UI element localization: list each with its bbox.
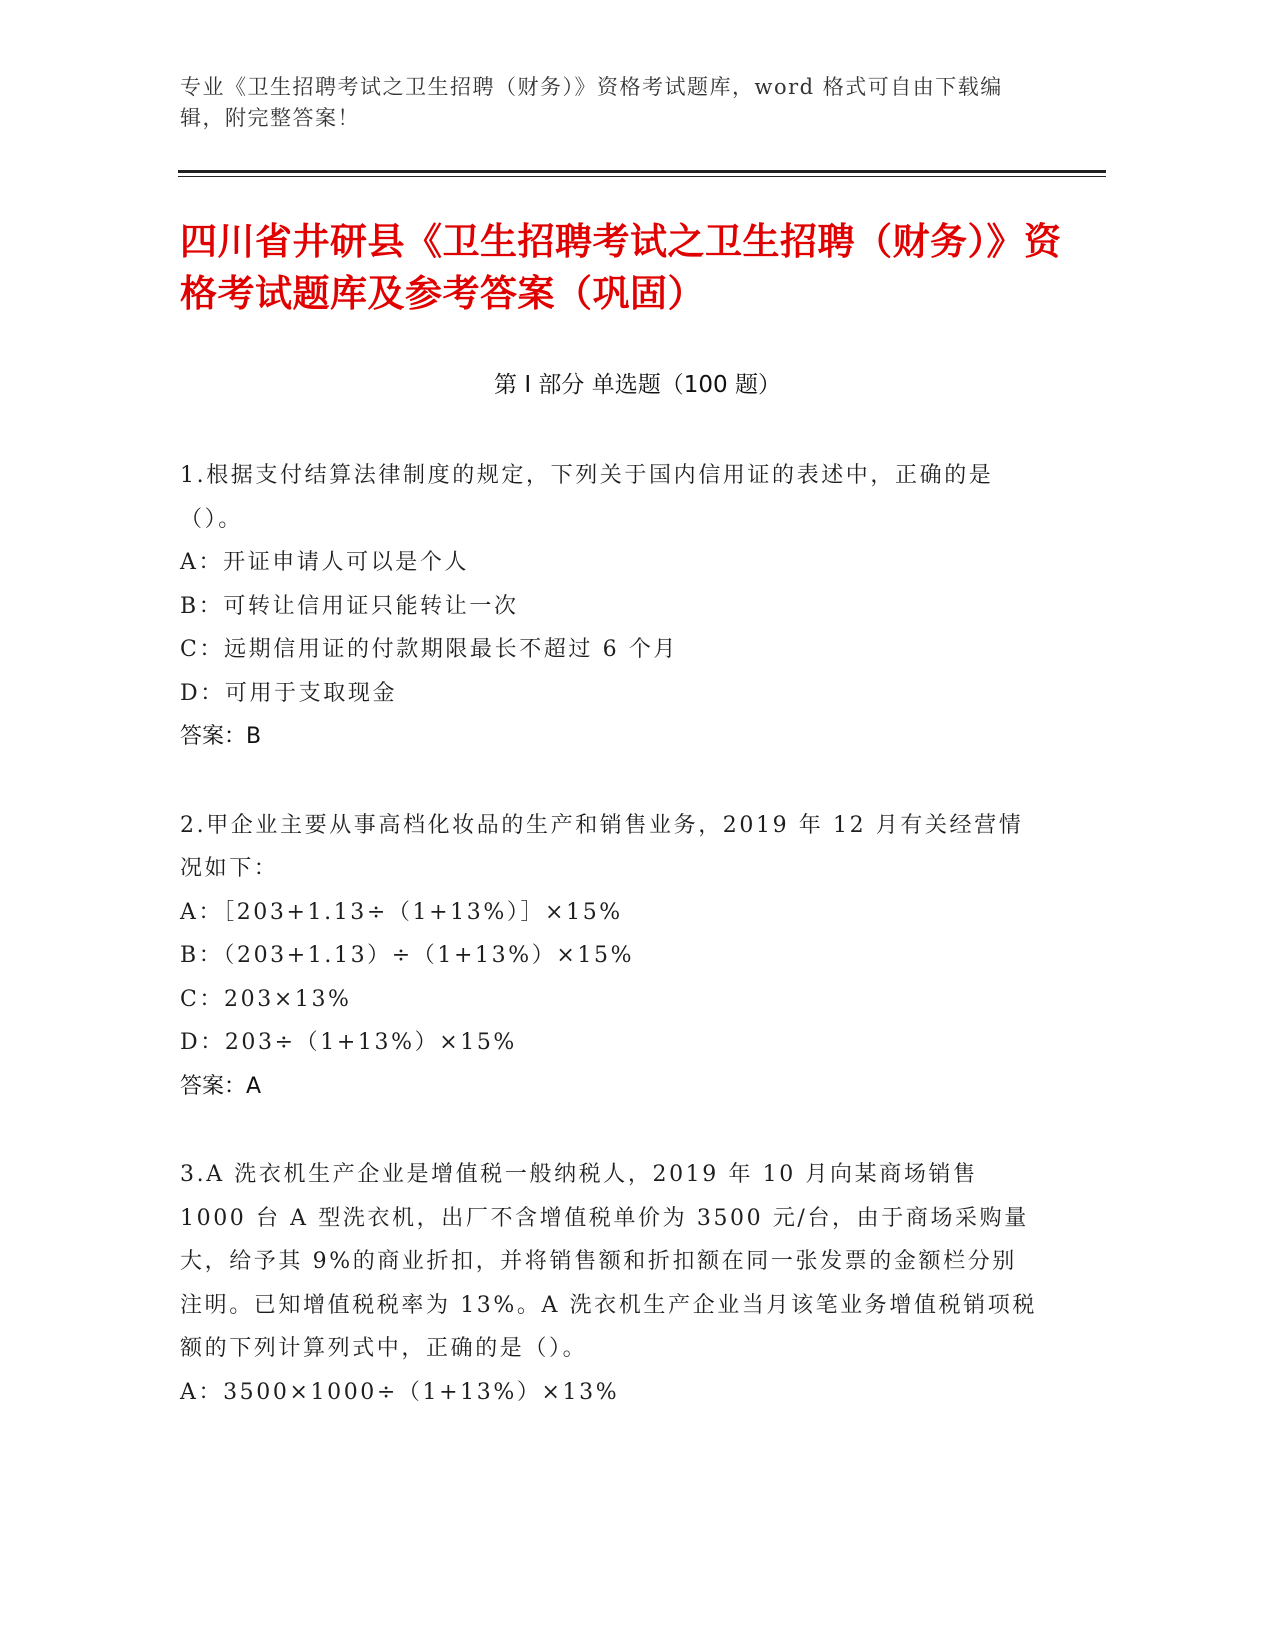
option-b: B：（203+1.13）÷（1+13%）×15%: [180, 943, 635, 968]
option-a: A：3500×1000÷（1+13%）×13%: [180, 1379, 620, 1405]
header-note: 专业《卫生招聘考试之卫生招聘（财务）》资格考试题库，word 格式可自由下载编辑，附完整答案！: [180, 75, 1003, 130]
section-heading: 第 I 部分 单选题（100 题）: [494, 372, 781, 398]
answer-line: 答案：A: [180, 1073, 262, 1099]
option-c: C：203×13%: [180, 986, 352, 1012]
question-stem: 3.A 洗衣机生产企业是增值税一般纳税人，2019 年 10 月向某商场销售 1000 台 A 型洗衣机，出厂不含增值税单价为 3500 元/台，由于商场采购量大，给予其 9%的商业折扣，并将销售额和折扣额在同一张发票的金额栏分别注明。已知增值税税率为 13%。A 洗衣机生产企业当月该笔业务增值税销项税额的下列计算列式中，正确的是（）。: [180, 1162, 1037, 1361]
header-divider-thin: [178, 176, 1106, 177]
option-b: B：可转让信用证只能转让一次: [180, 593, 519, 619]
answer-line: 答案：B: [180, 724, 262, 749]
question-stem: 1.根据支付结算法律制度的规定，下列关于国内信用证的表述中，正确的是（）。: [180, 463, 994, 532]
option-a: A：开证申请人可以是个人: [180, 550, 470, 575]
document-title: 四川省井研县《卫生招聘考试之卫生招聘（财务）》资格考试题库及参考答案（巩固）: [180, 220, 1062, 315]
option-a: A：［203+1.13÷（1+13%）］×15%: [180, 899, 623, 925]
option-c: C：远期信用证的付款期限最长不超过 6 个月: [180, 637, 679, 662]
option-d: D：203÷（1+13%）×15%: [180, 1030, 517, 1055]
option-d: D：可用于支取现金: [180, 680, 398, 706]
question-list: [180, 454, 1040, 1459]
question-3: [180, 1153, 1040, 1414]
question-1: [180, 454, 1040, 759]
question-2: [180, 804, 1040, 1109]
header-divider-thick: [178, 170, 1106, 173]
question-stem: 2.甲企业主要从事高档化妆品的生产和销售业务，2019 年 12 月有关经营情况如下：: [180, 812, 1024, 881]
